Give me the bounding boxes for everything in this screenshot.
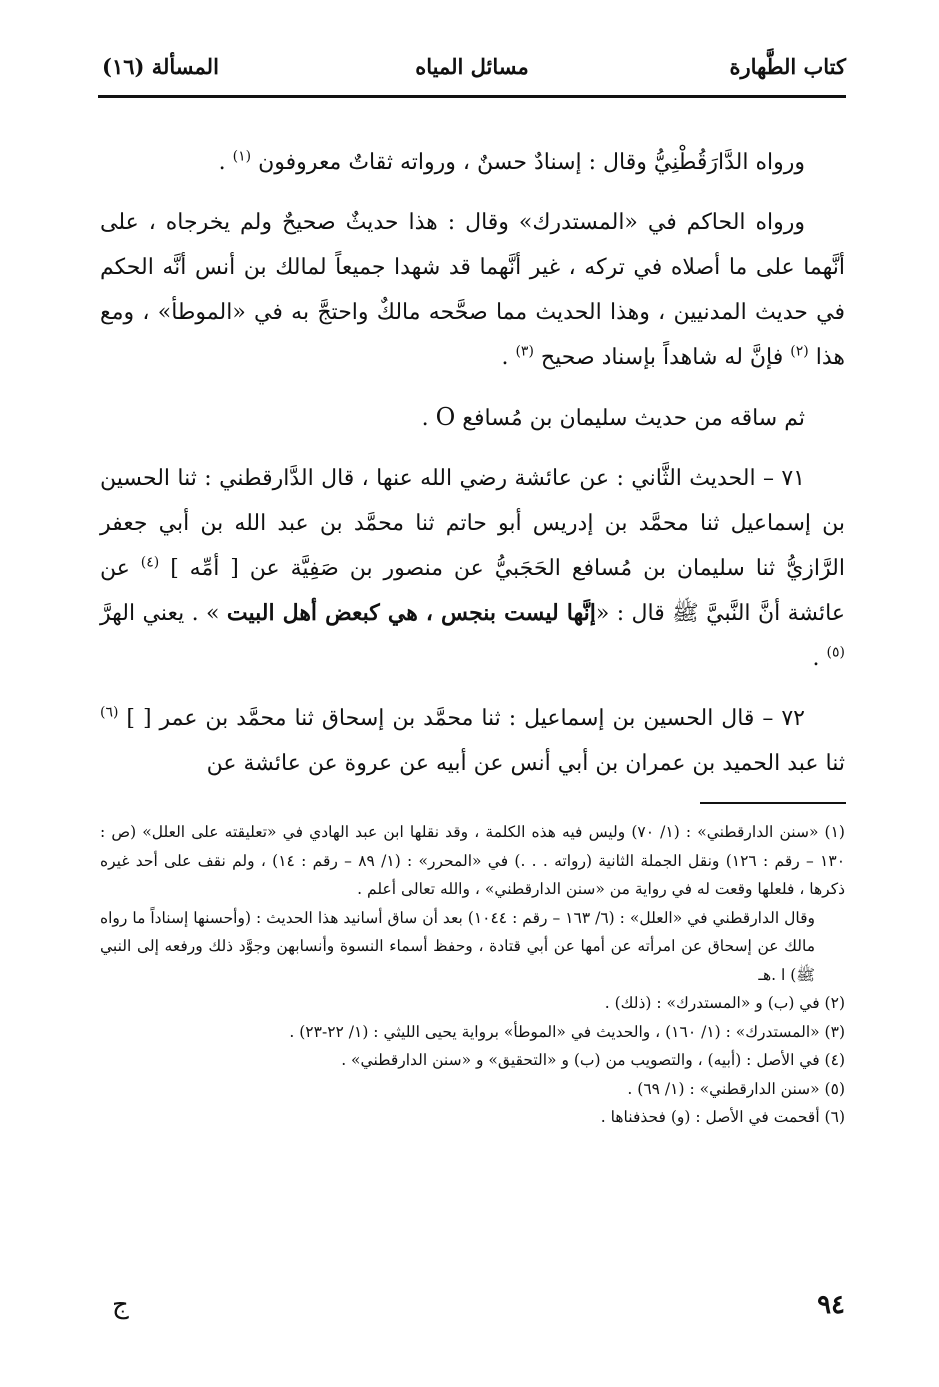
text: . (812, 646, 827, 671)
footnote-ref-4: (٤) (140, 554, 160, 571)
text: ٧١ – الحديث الثَّاني : عن عائشة رضي الله عنها ، قال الدَّارقطني : ثنا الحسين بن إسماعيل ثنا محمَّد بن إدريس أبو حاتم ثنا محمَّد بن عبد الله بن أبي جعفر الرَّازيُّ ثنا سليمان بن مُسافع الحَجَبيُّ عن منصور بن صَفِيَّة عن [ أمِّه ] (100, 466, 845, 581)
bracket: [ ] (126, 706, 152, 731)
header-rule (98, 95, 846, 98)
footnote-rule (700, 802, 846, 804)
text: ٧٢ – قال الحسين بن إسماعيل : ثنا محمَّد بن إسحاق ثنا محمَّد بن عمر (159, 706, 805, 731)
running-header (98, 48, 846, 88)
footnote-4: (٤) في الأصل : (أبيه) ، والتصويب من (ب) و «التحقيق» و «سنن الدارقطني» . (341, 1051, 845, 1069)
footnote-1-continued: وقال الدارقطني في «العلل» : (٦/ ١٦٣ – رقم : ١٠٤٤) بعد أن ساق أسانيد هذا الحديث : (وأحسنها إسناداً ما رواه مالك عن إسحاق عن امرأته عن أمها عن أبي قتادة ، وحفظ أسماء النسوة وأنسابهن وجوَّد ذلك ورفعه إلى النبي ﷺ) ا .هـ (100, 908, 815, 984)
text: . (218, 150, 233, 175)
signature-mark: ج (112, 1290, 129, 1320)
text: » . يعني الهرَّ (100, 601, 227, 626)
text: . (421, 406, 436, 431)
footnote-ref-2: (٢) (790, 343, 809, 360)
page-number: ٩٤ (817, 1290, 845, 1320)
footnote-1: (١) «سنن الدارقطني» : (١/ ٧٠) وليس فيه هذه الكلمة ، وقد نقلها ابن عبد الهادي في «تعليقته على العلل» (ص : ١٣٠ – رقم : ١٢٦) ونقل الجملة الثانية (رواته . . .) في «المحرر» : (١/ ٨٩ – رقم : ١٤) ، ولم نقف على أحد غيره ذكرها ، فلعلها وقعت له في رواية من «سنن الدارقطني» ، والله تعالى أعلم . (100, 823, 846, 898)
text: فإنَّ له شاهداً بإسناد صحيح (540, 345, 791, 370)
footnote-ref-5: (٥) (826, 644, 845, 661)
main-text (100, 140, 845, 801)
text: عن عائشة أنَّ النَّبيَّ ﷺ قال : « (100, 556, 846, 626)
footnote-ref-1: (١) (232, 148, 252, 165)
footnote-3: (٣) «المستدرك» : (١/ ١٦٠) ، والحديث في «الموطأ» برواية يحيى الليثي : (١/ ٢٢-٢٣) . (289, 1022, 845, 1041)
footnote-5: (٥) «سنن الدارقطني» : (١/ ٦٩) . (627, 1079, 845, 1098)
footnote-2: (٢) في (ب) و «المستدرك» : (ذلك) . (604, 994, 845, 1012)
footnotes (100, 818, 845, 1132)
footnote-6: (٦) أقحمت في الأصل : (و) فحذفناها . (600, 1108, 845, 1126)
hadith-71 (100, 456, 845, 681)
hadith-72 (100, 696, 845, 786)
footnote-ref-6: (٦) (100, 704, 119, 721)
issue-number: المسألة (١٦) (102, 54, 219, 79)
text: ثم ساقه من حديث سليمان بن مُسافع (462, 406, 805, 431)
circle-marker-icon: O (435, 403, 456, 431)
book-title: كتاب الطَّهارة (729, 54, 846, 79)
text: ورواه الحاكم في «المستدرك» وقال : هذا حديثٌ صحيحٌ ولم يخرجاه ، على أنَّهما على ما أصلاه في تركه ، غير أنَّهما قد شهدا جميعاً لمالك بن أنس أنَّه الحكم في حديث المدنيين ، وهذا الحديث مما صحَّحه مالكٌ واحتجَّ به في «الموطأ» ، ومع هذا (100, 210, 845, 370)
paragraph-1 (100, 140, 845, 185)
hadith-quote: إنَّها ليست بنجس ، هي كبعض أهل البيت (226, 600, 596, 626)
text: . (501, 345, 516, 370)
text: ورواه الدَّارَقُطْنِيُّ وقال : إسنادٌ حسنٌ ، ورواته ثقاتٌ معروفون (258, 150, 805, 175)
paragraph-3 (100, 395, 845, 441)
paragraph-2 (100, 200, 845, 380)
chapter-title: مسائل المياه (415, 54, 529, 79)
footnote-ref-3: (٣) (515, 343, 534, 360)
text: ثنا عبد الحميد بن عمران بن أبي أنس عن أبيه عن عروة عن عائشة عن (206, 751, 845, 776)
